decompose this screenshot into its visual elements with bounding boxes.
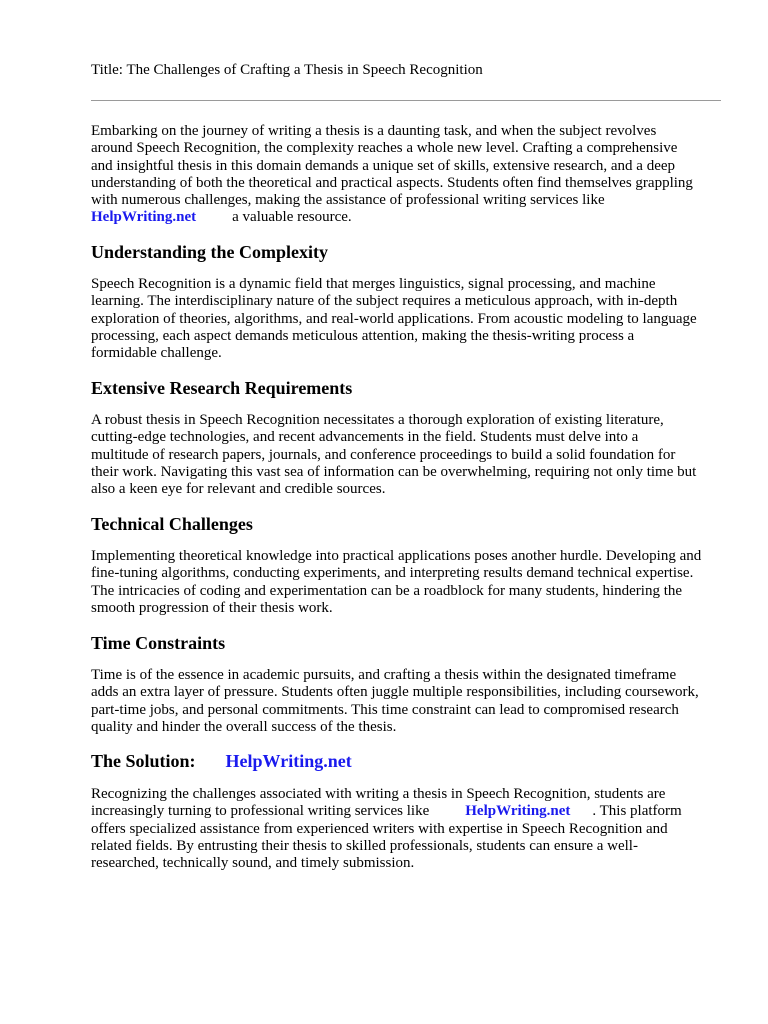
section-paragraph: [91, 276, 721, 362]
paragraph-line: quality and hinder the overall success of the thesis.: [91, 718, 397, 735]
helpwriting-inline-link[interactable]: HelpWriting.net: [465, 803, 571, 820]
section-research-body: [91, 412, 721, 498]
intro-line: understanding of both the theoretical and practical aspects. Students often find themselves grappling: [91, 174, 693, 191]
section-paragraph: [91, 667, 721, 736]
paragraph-line: related fields. By entrusting their thesis to skilled professionals, students can ensure a well-: [91, 837, 638, 854]
paragraph-line: processing, each aspect demands meticulous attention, making the thesis-writing process a: [91, 327, 635, 344]
paragraph-line: fine-tuning algorithms, conducting experiments, and interpreting results demand technical expertise.: [91, 565, 694, 582]
solution-heading-text: The Solution:: [91, 751, 196, 771]
section-paragraph: [91, 548, 721, 617]
paragraph-line: Time is of the essence in academic pursuits, and crafting a thesis within the designated timeframe: [91, 667, 677, 683]
section-solution: [91, 750, 721, 772]
section-complexity-body: [91, 276, 721, 362]
section-complexity: [91, 241, 721, 263]
paragraph-line: part-time jobs, and personal commitments. This time constraint can lead to compromised research: [91, 701, 679, 718]
paragraph-line: exploration of theories, algorithms, and real-world applications. From acoustic modeling to language: [91, 310, 697, 327]
intro-line: with numerous challenges, making the assistance of professional writing services like: [91, 192, 605, 209]
section-technical: [91, 513, 721, 535]
section-technical-body: [91, 548, 721, 617]
helpwriting-heading-link[interactable]: HelpWriting.net: [225, 751, 352, 771]
intro-line: Embarking on the journey of writing a thesis is a daunting task, and when the subject revolves: [91, 123, 657, 139]
paragraph-line: cutting-edge technologies, and recent advancements in the field. Students must delve into a: [91, 429, 639, 446]
paragraph-line: The intricacies of coding and experimentation can be a roadblock for many students, hindering the: [91, 582, 683, 599]
paragraph-line: offers specialized assistance from experienced writers with expertise in Speech Recognition and: [91, 820, 668, 837]
section-heading: Extensive Research Requirements: [91, 378, 353, 398]
paragraph-line: Implementing theoretical knowledge into practical applications poses another hurdle. Developing and: [91, 548, 702, 564]
paragraph-line: Recognizing the challenges associated with writing a thesis in Speech Recognition, students are: [91, 786, 666, 802]
paragraph-line: smooth progression of their thesis work.: [91, 599, 333, 616]
section-heading: Time Constraints: [91, 633, 226, 653]
paragraph-line: increasingly turning to professional writing services like: [91, 803, 430, 820]
section-paragraph: [91, 412, 721, 498]
section-research: [91, 377, 721, 399]
section-heading: Understanding the Complexity: [91, 242, 329, 262]
section-heading: [91, 750, 721, 772]
paragraph-line: multitude of research papers, journals, and conference proceedings to build a solid foundation for: [91, 446, 676, 463]
section-solution-body: [91, 786, 721, 872]
helpwriting-link[interactable]: HelpWriting.net: [91, 209, 197, 226]
title-divider: [91, 100, 721, 101]
paragraph-line: their work. Navigating this vast sea of information can be overwhelming, requiring not only time but: [91, 463, 697, 480]
paragraph-line: Speech Recognition is a dynamic field that merges linguistics, signal processing, and machine: [91, 276, 656, 292]
section-time-body: [91, 667, 721, 736]
section-heading: Technical Challenges: [91, 514, 253, 534]
paragraph-line: learning. The interdisciplinary nature of the subject requires a meticulous approach, with in-depth: [91, 293, 678, 310]
intro-line: a valuable resource.: [232, 209, 352, 226]
section-time: [91, 632, 721, 654]
intro-line: around Speech Recognition, the complexity reaches a whole new level. Crafting a comprehensive: [91, 140, 678, 157]
intro-paragraph: [91, 123, 721, 227]
paragraph-line: also a keen eye for relevant and credible sources.: [91, 481, 386, 498]
paragraph-line: adds an extra layer of pressure. Students often juggle multiple responsibilities, including coursework,: [91, 684, 699, 701]
paragraph-line: . This platform: [592, 803, 682, 820]
paragraph-line: researched, technically sound, and timely submission.: [91, 855, 415, 872]
intro-line: and insightful thesis in this domain demands a unique set of skills, extensive research, and a deep: [91, 157, 676, 174]
paragraph-line: A robust thesis in Speech Recognition necessitates a thorough exploration of existing literature,: [91, 412, 664, 428]
intro-block: [91, 123, 721, 227]
document-title: Title: The Challenges of Crafting a Thesis in Speech Recognition: [91, 62, 483, 78]
section-paragraph: [91, 786, 721, 872]
paragraph-line: formidable challenge.: [91, 345, 222, 362]
